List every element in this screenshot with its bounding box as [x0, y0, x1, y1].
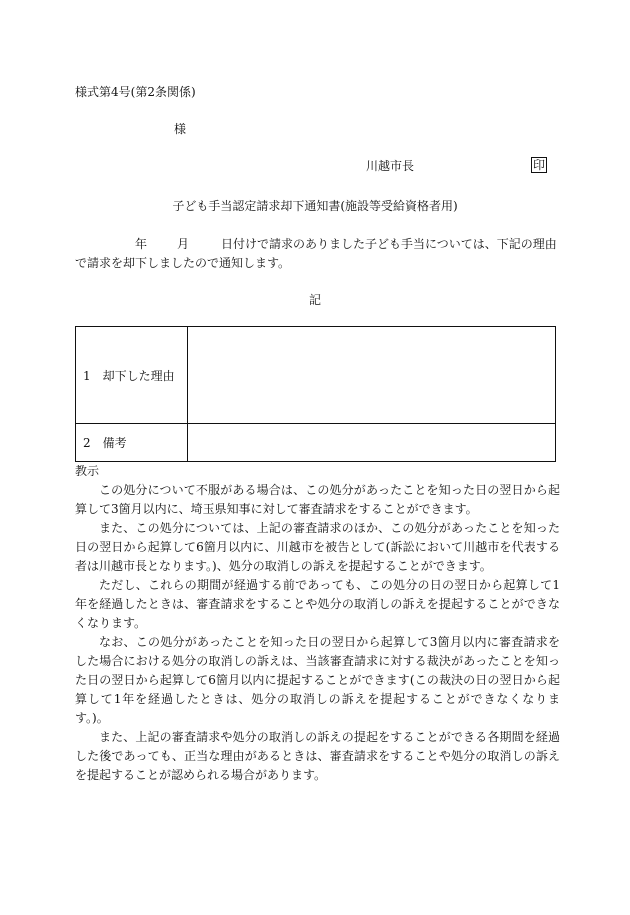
reason-value: [188, 327, 556, 424]
remarks-value: [188, 424, 556, 462]
remarks-label: 2 備考: [76, 424, 188, 462]
intro-month: 月: [177, 237, 190, 251]
form-number: 様式第4号(第2条関係): [75, 85, 196, 99]
reason-label: 1 却下した理由: [76, 327, 188, 424]
intro-paragraph: [75, 235, 560, 273]
reason-table: [75, 326, 556, 462]
intro-year: 年: [135, 237, 148, 251]
seal-mark: 印: [533, 158, 546, 172]
ki-heading: 記: [308, 293, 321, 307]
notice-paragraph: ただし、これらの期間が経過する前であっても、この処分の日の翌日から起算して1年を経過したときは、審査請求をすることや処分の取消しの訴えを提起することができなくなります。: [75, 578, 560, 630]
table-row: [76, 327, 556, 424]
notice-paragraph: また、この処分については、上記の審査請求のほか、この処分があったことを知った日の翌日から起算して6箇月以内に、川越市を被告として(訴訟において川越市を代表する者は川越市長となります。)、処分の取消しの訴えを提起することができます。: [75, 521, 560, 573]
addressee-suffix: 様: [174, 122, 187, 136]
document-title: 子ども手当認定請求却下通知書(施設等受給資格者用): [172, 199, 458, 213]
notice-heading: 教示: [75, 464, 100, 478]
notice-paragraph: この処分について不服がある場合は、この処分があったことを知った日の翌日から起算して3箇月以内に、埼玉県知事に対して審査請求をすることができます。: [75, 483, 560, 516]
sender-name: 川越市長: [366, 159, 415, 173]
notice-paragraph: なお、この処分があったことを知った日の翌日から起算して3箇月以内に審査請求をした場合における処分の取消しの訴えは、当該審査請求に対する裁決があったことを知った日の翌日から起算して6箇月以内に提起することができます(この裁決の日の翌日から起算して1年を経過したときは、処分の取消しの訴えを提起することができなくなります。)。: [75, 635, 560, 725]
table-row: [76, 424, 556, 462]
notice-paragraph: また、上記の審査請求や処分の取消しの訴えの提起をすることができる各期間を経過した後であっても、正当な理由があるときは、審査請求をすることや処分の取消しの訴えを提起することが認められる場合があります。: [75, 730, 560, 782]
notice-body: [75, 481, 560, 785]
intro-text: 日付けで請求のありました子ども手当については、下記の理由で請求を却下しましたので通知します。: [75, 237, 557, 270]
